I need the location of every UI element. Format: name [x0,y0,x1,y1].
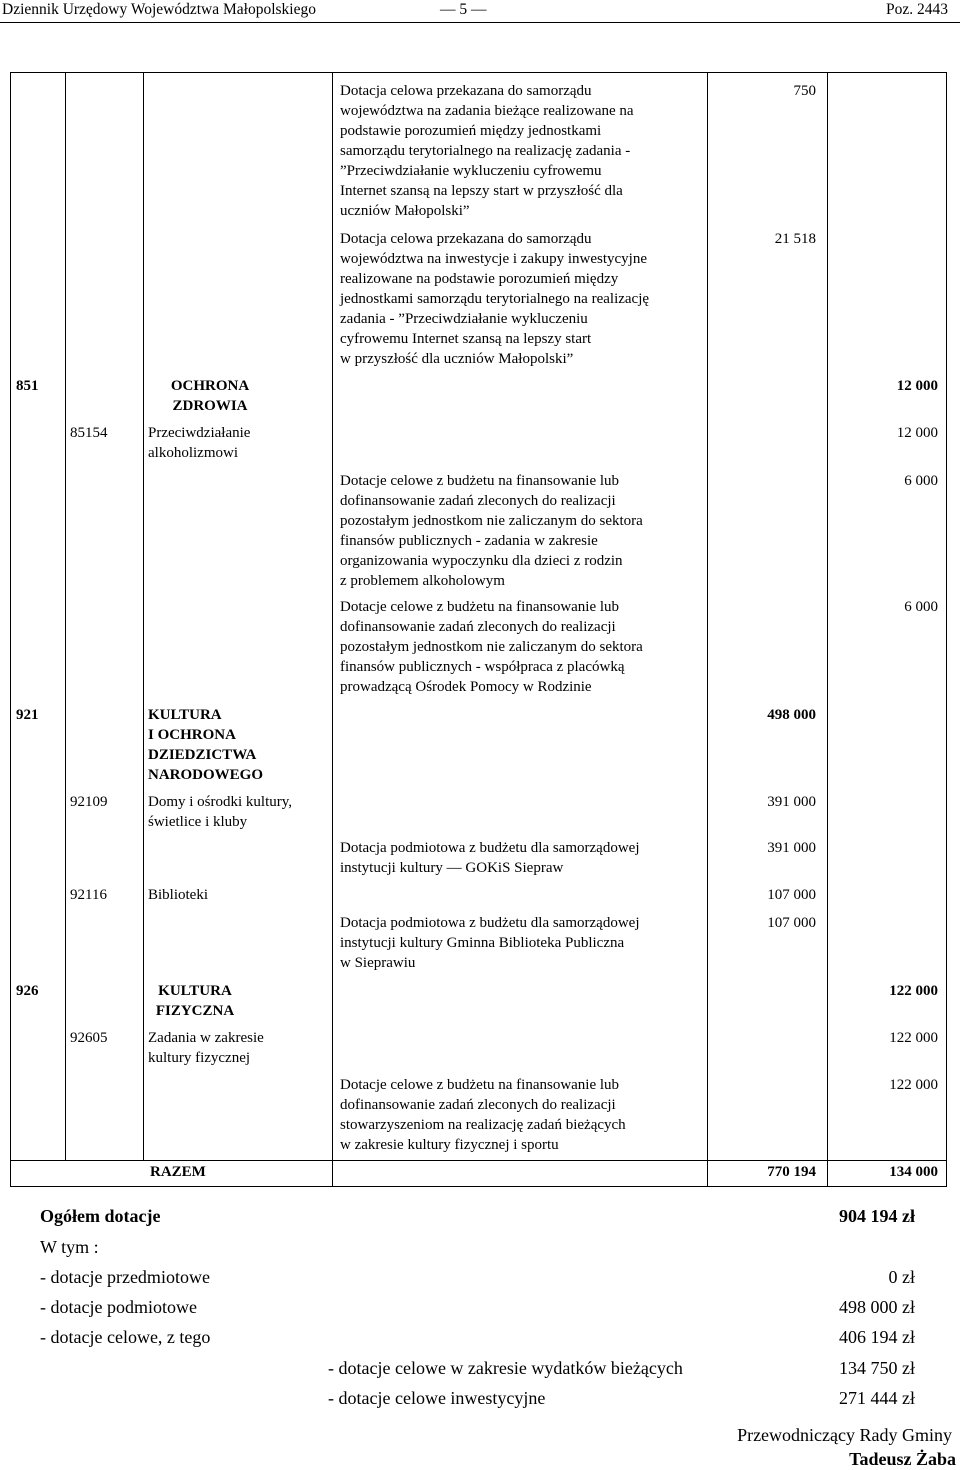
row-amount-92605: 122 000 [889,1077,938,1093]
summary-sub-value-2: 271 444 zł [839,1388,915,1408]
summary-sub-value-1: 134 750 zł [839,1358,915,1378]
dzial-851-code: 851 [16,378,39,394]
rozdzial-92605-total: 122 000 [889,1030,938,1046]
summary-sub-label-1: - dotacje celowe w zakresie wydatków bieżących [328,1358,683,1378]
rozdzial-85154-total: 12 000 [896,425,938,441]
row-amount-851-2: 6 000 [904,599,938,615]
summary-item-label-1: - dotacje przedmiotowe [40,1267,210,1287]
row-amount-851-1: 6 000 [904,473,938,489]
rozdzial-85154-code: 85154 [70,425,108,441]
rozdzial-92605-name: Zadania w zakresie kultury fizycznej [148,1030,264,1066]
summary-wtym: W tym : [40,1237,99,1257]
table-border-left [10,72,11,1187]
position-number: Poz. 2443 [886,1,948,18]
table-border-bottom [10,1186,947,1187]
row-desc-1: Dotacja celowa przekazana do samorządu województwa na zadania bieżące realizowane na podstawie porozumień między jednostkami samorządu terytorialnego na realizację zadania - ”Przeciwdziałanie wykluczeniu cyfrowemu Internet szansą na lepszy start w przyszłość dla uczniów Małopolski” [340,83,634,219]
razem-col2: 134 000 [889,1164,938,1180]
col-line-3 [332,72,333,1187]
summary-item-label-2: - dotacje podmiotowe [40,1297,197,1317]
dzial-921-code: 921 [16,707,39,723]
col-line-5 [827,72,828,1187]
rozdzial-92116-total: 107 000 [767,887,816,903]
dzial-926-name: KULTURA FIZYCZNA [155,983,235,1019]
row-desc-92116: Dotacja podmiotowa z budżetu dla samorządowej instytucji kultury Gminna Biblioteka Publiczna w Sieprawiu [340,915,640,971]
row-desc-92109: Dotacja podmiotowa z budżetu dla samorządowej instytucji kultury — GOKiS Siepraw [340,840,640,876]
table-border-top [10,72,947,73]
summary-item-value-3: 406 194 zł [839,1327,915,1347]
col-line-2 [143,72,144,1160]
summary-total-label: Ogółem dotacje [40,1206,161,1226]
rozdzial-92116-name: Biblioteki [148,887,208,903]
dzial-851-name: OCHRONA ZDROWIA [170,378,250,414]
col-line-4 [707,72,708,1187]
razem-label: RAZEM [150,1164,206,1180]
row-amount-2: 21 518 [774,231,816,247]
dzial-921-name: KULTURA I OCHRONA DZIEDZICTWA NARODOWEGO [148,707,264,783]
dzial-921-total: 498 000 [767,707,816,723]
journal-title: Dziennik Urzędowy Województwa Małopolskiego [2,1,316,18]
page-header [0,0,960,23]
row-desc-2: Dotacja celowa przekazana do samorządu województwa na inwestycje i zakupy inwestycyjne realizowane na podstawie porozumień między jednostkami samorządu terytorialnego na realizację zadania - ”Przeciwdziałanie wykluczeniu cyfrowemu Internet szansą na lepszy start w przyszłość dla uczniów Małopolski” [340,231,650,367]
row-desc-92605: Dotacje celowe z budżetu na finansowanie lub dofinansowanie zadań zleconych do realizacji stowarzyszeniom na realizację zadań bieżących w zakresie kultury fizycznej i sportu [340,1077,626,1153]
summary-total-value: 904 194 zł [839,1206,915,1226]
table-border-right [946,72,947,1187]
signature-title: Przewodniczący Rady Gminy [737,1425,952,1445]
dzial-926-code: 926 [16,983,39,999]
rozdzial-92109-code: 92109 [70,794,108,810]
rozdzial-92605-code: 92605 [70,1030,108,1046]
summary-item-value-1: 0 zł [888,1267,915,1287]
row-desc-851-1: Dotacje celowe z budżetu na finansowanie lub dofinansowanie zadań zleconych do realizacji pozostałym jednostkom nie zaliczanym do sektora finansów publicznych - zadania w zakresie organizowania wypoczynku dla dzieci z rodzin z problemem alkoholowym [340,473,643,589]
row-amount-1: 750 [793,83,816,99]
page-number: — 5 — [440,1,487,18]
row-amount-92116: 107 000 [767,915,816,931]
summary-item-value-2: 498 000 zł [839,1297,915,1317]
rozdzial-85154-name: Przeciwdziałanie alkoholizmowi [148,425,251,461]
row-amount-92109: 391 000 [767,840,816,856]
dzial-926-total: 122 000 [889,983,938,999]
rozdzial-92109-total: 391 000 [767,794,816,810]
signature-name: Tadeusz Żaba [849,1449,956,1469]
summary-item-label-3: - dotacje celowe, z tego [40,1327,211,1347]
rozdzial-92109-name: Domy i ośrodki kultury, świetlice i kluby [148,794,293,830]
summary-sub-label-2: - dotacje celowe inwestycyjne [328,1388,546,1408]
dzial-851-total: 12 000 [896,378,938,394]
rozdzial-92116-code: 92116 [70,887,107,903]
row-desc-851-2: Dotacje celowe z budżetu na finansowanie lub dofinansowanie zadań zleconych do realizacji pozostałym jednostkom nie zaliczanym do sektora finansów publicznych - współpraca z placówką prowadzącą Ośrodek Pomocy w Rodzinie [340,599,643,695]
col-line-1 [65,72,66,1160]
razem-col1: 770 194 [767,1164,816,1180]
razem-line [10,1160,947,1161]
